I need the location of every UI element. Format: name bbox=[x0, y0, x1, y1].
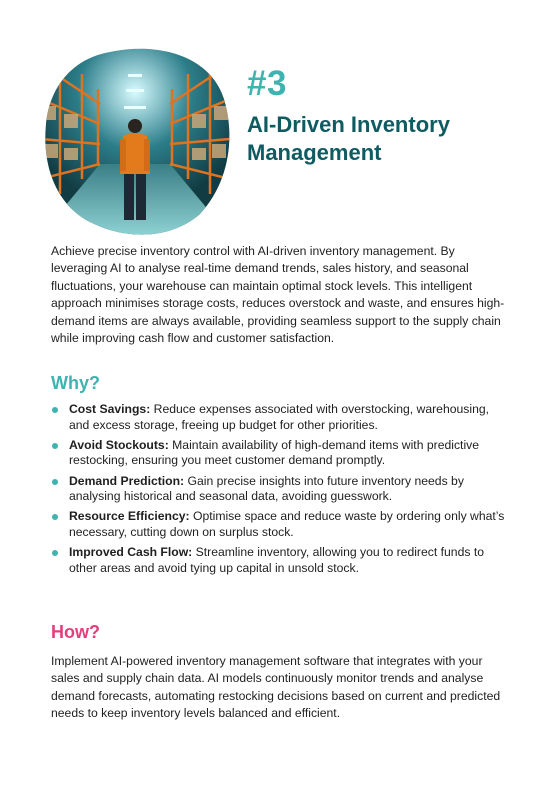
item-lead: Avoid Stockouts: bbox=[69, 437, 169, 452]
item-lead: Cost Savings: bbox=[69, 402, 151, 416]
item-text: Optimise space and reduce waste by ordering only what’s necessary, cutting down on surplus stock. bbox=[69, 509, 505, 539]
bullet-icon bbox=[52, 514, 58, 520]
list-item bbox=[51, 474, 511, 505]
benefits-list bbox=[51, 402, 511, 581]
bullet-icon bbox=[52, 443, 58, 449]
item-text: Gain precise insights into future inventory needs by analysing historical and seasonal data, avoiding guesswork. bbox=[69, 473, 464, 504]
how-paragraph: Implement AI-powered inventory management software that integrates with your sales and supply chain data. AI models continuously monitor trends and analyse demand forecasts, automating restocking decisions based on current and predicted needs to keep inventory levels balanced and efficient. bbox=[51, 654, 501, 721]
warehouse-photo bbox=[40, 44, 230, 236]
section-number: #3 bbox=[247, 64, 287, 103]
bullet-icon bbox=[52, 550, 58, 556]
item-lead: Improved Cash Flow: bbox=[69, 545, 193, 560]
list-item bbox=[51, 509, 511, 540]
item-text: Maintain availability of high-demand items with predictive restocking, ensuring you meet customer demand promptly. bbox=[69, 437, 480, 468]
why-heading: Why? bbox=[51, 373, 100, 393]
item-text: Reduce expenses associated with overstocking, warehousing, and excess storage, freeing up budget for other priorities. bbox=[69, 402, 490, 432]
item-lead: Resource Efficiency: bbox=[69, 509, 190, 524]
item-text: Streamline inventory, allowing you to redirect funds to other areas and avoid tying up capital in unsold stock. bbox=[69, 545, 484, 575]
bullet-icon bbox=[52, 407, 58, 413]
intro-paragraph: Achieve precise inventory control with AI-driven inventory management. By leveraging AI to analyse real-time demand trends, sales history, and seasonal fluctuations, your warehouse can maintain optimal stock levels. This intelligent approach minimises storage costs, reduces overstock and waste, and ensures high-demand items are always available, providing seamless support to the supply chain while improving cash flow and customer satisfaction. bbox=[51, 244, 505, 346]
bullet-icon bbox=[52, 479, 58, 485]
list-item bbox=[51, 438, 511, 469]
item-lead: Demand Prediction: bbox=[69, 473, 185, 488]
how-heading: How? bbox=[51, 622, 100, 642]
page-title: AI-Driven Inventory Management bbox=[247, 112, 450, 165]
list-item bbox=[51, 402, 511, 433]
list-item bbox=[51, 545, 511, 576]
